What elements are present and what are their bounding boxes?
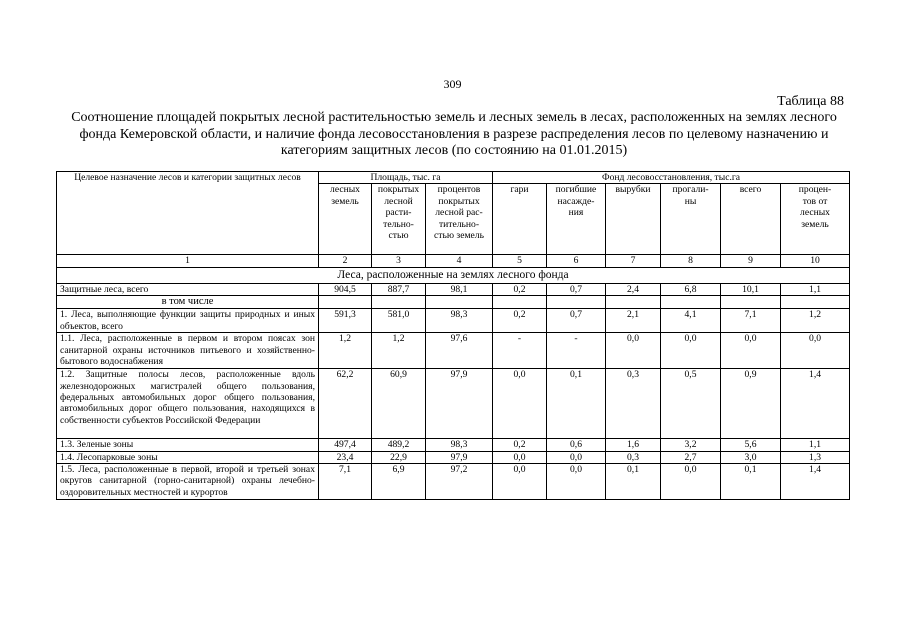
table-cell: 98,3 [426,309,493,333]
column-number: 5 [493,255,547,267]
table-cell [426,296,493,309]
table-cell: 0,0 [493,464,547,500]
table-cell: 0,2 [493,283,547,295]
column-header: всего [721,184,781,255]
table-row [57,439,850,451]
row-label: 1.2. Защитные полосы лесов, расположенные вдоль железнодорожных магистралей общего пользования, федеральных автомобильных дорог общего пользования, автомобильных дорог общего пользования, находящихся в собственности субъектов Российской Федерации [57,369,319,439]
table-cell: 2,7 [661,451,721,463]
table-cell: 7,1 [721,309,781,333]
table-cell: 489,2 [372,439,426,451]
table-cell: 0,0 [661,333,721,369]
table-cell: 904,5 [319,283,372,295]
column-header: процен- тов от лесных земель [781,184,850,255]
table-cell: 97,9 [426,451,493,463]
column-number: 10 [781,255,850,267]
table-cell: 1,4 [781,369,850,439]
table-cell: 1,1 [781,439,850,451]
table-cell: - [493,333,547,369]
row-label: 1.4. Лесопарковые зоны [57,451,319,463]
table-cell: 0,0 [547,451,606,463]
table-row [57,369,850,439]
table-cell: - [547,333,606,369]
table-cell: 0,0 [721,333,781,369]
table-cell: 97,6 [426,333,493,369]
table-cell: 0,0 [547,464,606,500]
table-cell [606,296,661,309]
table-row [57,451,850,463]
table-cell: 2,4 [606,283,661,295]
column-number: 8 [661,255,721,267]
column-header: вырубки [606,184,661,255]
table-cell: 0,1 [606,464,661,500]
table-cell: 62,2 [319,369,372,439]
table-cell: 1,4 [781,464,850,500]
table-cell: 0,7 [547,283,606,295]
table-cell: 1,6 [606,439,661,451]
table-cell [547,296,606,309]
table-cell: 23,4 [319,451,372,463]
table-cell: 22,9 [372,451,426,463]
table-cell: 0,0 [661,464,721,500]
row-label: Защитные леса, всего [57,283,319,295]
table-cell: 1,1 [781,283,850,295]
column-header: процентов покрытых лесной рас- тительно- стью земель [426,184,493,255]
forest-area-table [56,171,850,500]
row-header-label: Целевое назначение лесов и категории защитных лесов [74,172,301,183]
table-cell: 97,2 [426,464,493,500]
table-cell: 0,0 [781,333,850,369]
table-cell: 0,1 [721,464,781,500]
page-number: 309 [443,77,462,91]
table-cell: 1,2 [319,333,372,369]
table-cell: 0,3 [606,369,661,439]
table-cell: 1,2 [781,309,850,333]
table-cell: 0,7 [547,309,606,333]
column-number: 9 [721,255,781,267]
row-header-cell [57,172,319,255]
table-cell: 2,1 [606,309,661,333]
table-cell: 7,1 [319,464,372,500]
table-cell: 1,3 [781,451,850,463]
column-header: покрытых лесной расти- тельно- стью [372,184,426,255]
column-number: 2 [319,255,372,267]
column-number: 7 [606,255,661,267]
section-title: Леса, расположенные на землях лесного фонда [57,267,850,283]
table-cell: 0,0 [493,369,547,439]
table-cell: 3,2 [661,439,721,451]
table-cell: 5,6 [721,439,781,451]
area-group-header: Площадь, тыс. га [319,172,493,184]
table-cell [319,296,372,309]
table-cell: 6,9 [372,464,426,500]
row-label: 1.3. Зеленые зоны [57,439,319,451]
table-cell: 591,3 [319,309,372,333]
table-cell: 0,2 [493,439,547,451]
table-cell [661,296,721,309]
table-title: Соотношение площадей покрытых лесной растительностью земель и лесных земель в лесах, расположенных на землях лесного фонда Кемеровской области, и наличие фонда лесовосстановления в разрезе распределения лесов по целевому назначению и категориям защитных лесов (по состоянию на 01.01.2015) [71,110,837,158]
table-cell [372,296,426,309]
table-cell: 0,1 [547,369,606,439]
table-cell: 497,4 [319,439,372,451]
table-cell [781,296,850,309]
row-label: в том числе [57,296,319,309]
table-cell: 0,5 [661,369,721,439]
table-cell: 0,3 [606,451,661,463]
table-row [57,333,850,369]
column-header: гари [493,184,547,255]
column-number: 6 [547,255,606,267]
table-row [57,296,850,309]
column-header: погибшие насажде- ния [547,184,606,255]
table-cell: 1,2 [372,333,426,369]
fund-group-header: Фонд лесовосстановления, тыс.га [493,172,850,184]
table-cell: 0,0 [493,451,547,463]
table-row [57,309,850,333]
column-number: 3 [372,255,426,267]
table-cell: 60,9 [372,369,426,439]
table-cell: 97,9 [426,369,493,439]
table-cell [721,296,781,309]
table-cell: 6,8 [661,283,721,295]
table-cell [493,296,547,309]
table-cell: 4,1 [661,309,721,333]
row-label: 1.5. Леса, расположенные в первой, второй и третьей зонах округов санитарной (горно-санитарной) охраны лечебно-оздоровительных местностей и курортов [57,464,319,500]
table-cell: 10,1 [721,283,781,295]
row-label: 1.1. Леса, расположенные в первом и втором поясах зон санитарной охраны источников питьевого и хозяйственно-бытового водоснабжения [57,333,319,369]
column-header: прогали- ны [661,184,721,255]
column-number: 4 [426,255,493,267]
table-cell: 3,0 [721,451,781,463]
table-cell: 581,0 [372,309,426,333]
table-cell: 0,0 [606,333,661,369]
table-cell: 0,2 [493,309,547,333]
table-cell: 0,6 [547,439,606,451]
column-header: лесных земель [319,184,372,255]
table-cell: 98,3 [426,439,493,451]
table-cell: 98,1 [426,283,493,295]
column-number: 1 [57,255,319,267]
table-cell: 887,7 [372,283,426,295]
row-label: 1. Леса, выполняющие функции защиты природных и иных объектов, всего [57,309,319,333]
table-number: Таблица 88 [777,94,844,109]
table-row [57,464,850,500]
table-row [57,283,850,295]
table-cell: 0,9 [721,369,781,439]
